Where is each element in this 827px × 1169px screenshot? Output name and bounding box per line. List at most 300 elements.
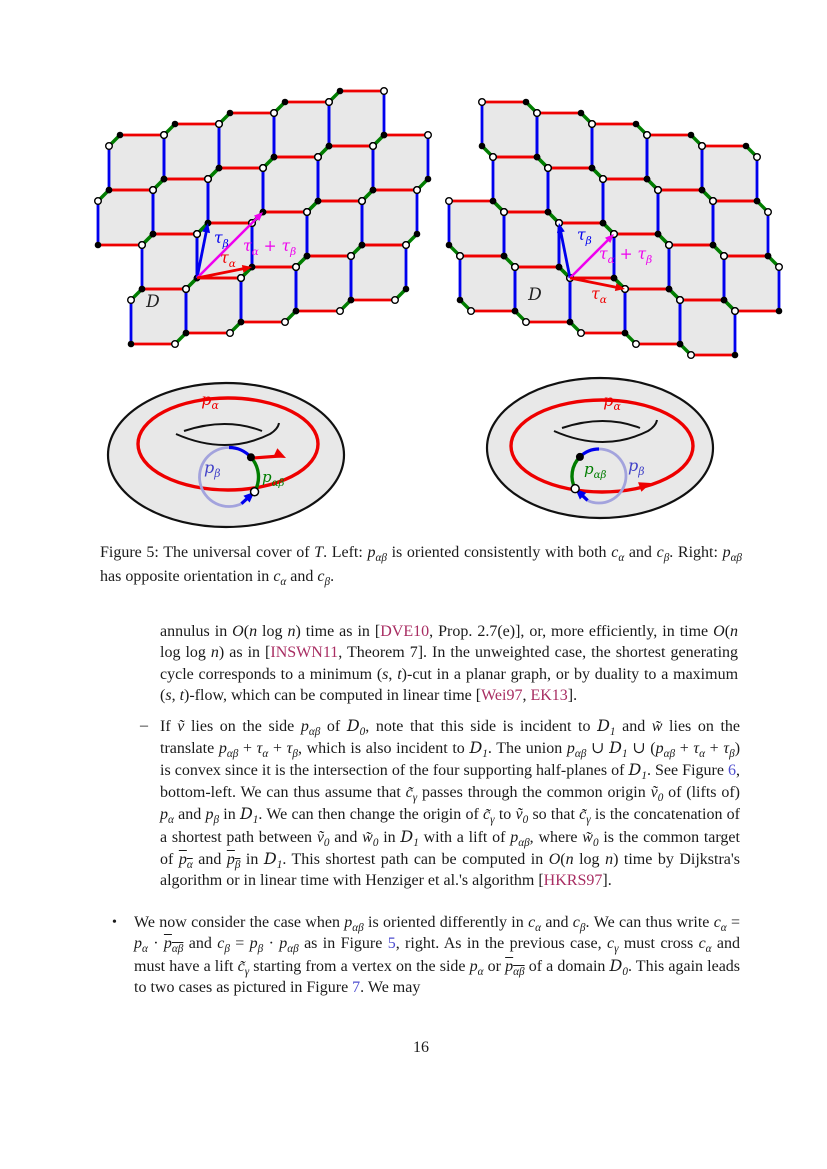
math-var: p	[510, 828, 519, 846]
list-item-bullet	[112, 912, 740, 999]
citation-link[interactable]: INSWN11	[270, 644, 339, 662]
white-vertex-dot	[479, 99, 486, 106]
white-vertex-dot	[468, 308, 475, 315]
math-var: c	[611, 544, 619, 561]
math-subscript: γ	[586, 814, 591, 827]
math-var: ṽ	[515, 806, 523, 824]
math-subscript: αβ	[226, 748, 239, 761]
math-var: c	[713, 913, 721, 931]
overline-math	[226, 851, 241, 872]
math-var: O	[548, 851, 561, 869]
lattice-cell	[98, 190, 153, 245]
black-vertex-dot	[293, 308, 300, 315]
black-vertex-dot	[776, 308, 783, 315]
black-vertex-dot	[106, 187, 113, 194]
math-var: n	[730, 623, 739, 640]
math-var: p	[226, 851, 235, 869]
black-vertex-dot	[370, 187, 377, 194]
white-vertex-dot	[666, 242, 673, 249]
black-vertex-dot	[150, 231, 157, 238]
white-vertex-dot	[589, 121, 596, 128]
math-subscript: 1	[641, 770, 647, 783]
math-var: ṽ	[650, 783, 658, 801]
p-alpha-label: $p_\alpha$	[201, 390, 219, 412]
math-var: n	[565, 851, 574, 869]
black-vertex-dot	[765, 253, 772, 260]
white-vertex-dot	[721, 253, 728, 260]
black-vertex-dot	[172, 121, 179, 128]
figure-ref-link[interactable]: 5	[387, 935, 396, 953]
white-vertex-dot	[106, 143, 113, 150]
black-vertex-dot	[699, 187, 706, 194]
math-var: n	[605, 851, 614, 869]
p-alpha-label: $p_\alpha$	[603, 391, 621, 413]
domain-label: D	[146, 292, 160, 312]
black-vertex-dot	[457, 297, 464, 304]
dash-marker: –	[140, 716, 148, 734]
math-subscript: γ	[490, 814, 495, 827]
math-var: c	[698, 935, 706, 953]
math-subscript: β	[324, 575, 331, 588]
math-var: c	[528, 913, 536, 931]
math-subscript: αβ	[513, 965, 525, 978]
white-vertex-dot	[545, 165, 552, 172]
basepoint-white-dot	[571, 485, 579, 493]
math-var: n	[249, 623, 258, 640]
white-vertex-dot	[95, 198, 102, 205]
white-vertex-dot	[282, 319, 289, 326]
white-vertex-dot	[381, 88, 388, 95]
black-vertex-dot	[501, 253, 508, 260]
math-var: w̃	[582, 828, 593, 846]
black-vertex-dot	[600, 220, 607, 227]
black-vertex-dot	[666, 286, 673, 293]
lattice-cell	[373, 135, 428, 190]
math-subscript: αβ	[574, 748, 587, 761]
lattice-cell	[625, 289, 680, 344]
math-cal-var: D	[597, 715, 610, 735]
white-vertex-dot	[403, 242, 410, 249]
math-var: τ	[723, 740, 730, 758]
lattice-cell	[208, 168, 263, 223]
tau-sum-label: $\tau_\alpha + \tau_\beta$	[599, 245, 653, 266]
math-var: p	[178, 851, 187, 869]
math-cal-var: D	[469, 738, 483, 758]
lattice-cell	[219, 113, 274, 168]
math-subscript: αβ	[287, 943, 299, 956]
math-var: s	[382, 665, 389, 683]
white-vertex-dot	[205, 176, 212, 183]
white-vertex-dot	[578, 330, 585, 337]
math-var: p	[205, 806, 214, 824]
math-subscript: β	[663, 552, 670, 565]
math-var: s	[165, 687, 172, 705]
math-var: p	[469, 957, 478, 975]
math-var: w̃	[651, 717, 663, 735]
figure-ref-link[interactable]: 6	[728, 762, 736, 780]
white-vertex-dot	[446, 198, 453, 205]
white-vertex-dot	[600, 176, 607, 183]
math-var: n	[210, 644, 219, 662]
black-vertex-dot	[633, 121, 640, 128]
math-var: O	[232, 623, 244, 640]
black-vertex-dot	[655, 231, 662, 238]
math-subscript: γ	[412, 792, 418, 805]
math-subscript: β	[234, 859, 241, 872]
math-subscript: 0	[592, 836, 599, 849]
black-vertex-dot	[425, 176, 432, 183]
lattice-cell	[647, 135, 702, 190]
black-vertex-dot	[589, 165, 596, 172]
overline-math	[178, 851, 193, 872]
black-vertex-dot	[337, 88, 344, 95]
black-vertex-dot	[446, 242, 453, 249]
black-vertex-dot	[282, 99, 289, 106]
white-vertex-dot	[216, 121, 223, 128]
math-var: p	[134, 935, 142, 953]
citation-link[interactable]: EK13	[530, 687, 568, 705]
math-subscript: αβ	[308, 725, 321, 738]
math-var: p	[655, 740, 664, 758]
math-subscript: 0	[372, 836, 379, 849]
math-var: w̃	[362, 828, 373, 846]
white-vertex-dot	[633, 341, 640, 348]
overline-math	[163, 935, 184, 956]
paragraph-continuation: annulus in O(n log n) time as in [DVE10, Prop. 2.7(e)], or, more efficiently, in time O(n log log n) as in [INSWN11, Theorem 7]. In the unweighted case, the shortest generating cycle corresponds to a minimum (s, t)-cut in a planar graph, or by duality to a maximum (s, t)-flow, which can be computed in linear time [Wei97, EK13].	[160, 623, 739, 705]
math-subscript: α	[186, 859, 193, 872]
math-subscript: 1	[609, 725, 616, 738]
white-vertex-dot	[765, 209, 772, 216]
math-subscript: β	[257, 943, 264, 956]
white-vertex-dot	[754, 154, 761, 161]
white-vertex-dot	[128, 297, 135, 304]
lattice-cell	[164, 124, 219, 179]
black-vertex-dot	[359, 242, 366, 249]
black-vertex-dot	[117, 132, 124, 139]
math-subscript: 0	[622, 965, 628, 978]
lattice-cell	[153, 179, 208, 234]
math-var: c	[317, 567, 325, 585]
math-subscript: α	[477, 965, 484, 978]
lattice-cell	[460, 256, 515, 311]
math-var: c	[606, 935, 615, 953]
black-vertex-dot	[732, 352, 739, 359]
black-vertex-dot	[534, 154, 541, 161]
black-vertex-dot	[523, 99, 530, 106]
lattice-cell	[603, 179, 658, 234]
white-vertex-dot	[457, 253, 464, 260]
math-var: t	[179, 687, 185, 705]
math-subscript: β	[579, 922, 586, 935]
white-vertex-dot	[370, 143, 377, 150]
black-vertex-dot	[128, 341, 135, 348]
math-subscript: 1	[276, 859, 283, 872]
math-subscript: α	[720, 922, 727, 935]
math-cal-var: D	[263, 849, 277, 869]
lattice-cell	[537, 113, 592, 168]
tau-alpha-label: $\tau_\alpha$	[220, 249, 236, 270]
white-vertex-dot	[644, 132, 651, 139]
white-vertex-dot	[699, 143, 706, 150]
white-vertex-dot	[534, 110, 541, 117]
tau-alpha-label: $\tau_\alpha$	[591, 285, 607, 306]
math-subscript: 1	[413, 836, 419, 849]
math-var: p	[566, 740, 575, 758]
black-vertex-dot	[567, 319, 574, 326]
lattice-cell	[702, 146, 757, 201]
lattice-cell	[713, 201, 768, 256]
white-vertex-dot	[326, 99, 333, 106]
black-vertex-dot	[227, 110, 234, 117]
white-vertex-dot	[271, 110, 278, 117]
white-vertex-dot	[337, 308, 344, 315]
lattice-cell	[296, 256, 351, 311]
white-vertex-dot	[425, 132, 432, 139]
black-vertex-dot	[688, 132, 695, 139]
math-subscript: β	[213, 814, 220, 827]
black-vertex-dot	[743, 143, 750, 150]
math-cal-var: D	[609, 955, 623, 975]
tau-beta-label: $\tau_\beta$	[214, 229, 229, 250]
math-subscript: α	[280, 575, 287, 588]
math-var: p	[279, 935, 288, 953]
math-subscript: β	[224, 943, 230, 956]
math-var: p	[505, 957, 514, 975]
black-vertex-dot	[348, 297, 355, 304]
math-subscript: α	[262, 748, 269, 761]
math-subscript: α	[699, 748, 706, 761]
white-vertex-dot	[348, 253, 355, 260]
white-vertex-dot	[776, 264, 783, 271]
body-text	[100, 621, 742, 999]
white-vertex-dot	[392, 297, 399, 304]
lattice-cell	[592, 124, 647, 179]
white-vertex-dot	[293, 264, 300, 271]
math-subscript: 0	[323, 836, 330, 849]
white-vertex-dot	[359, 198, 366, 205]
lattice-cell	[658, 190, 713, 245]
math-var: p	[218, 740, 227, 758]
lattice-cell	[449, 201, 504, 256]
math-cal-var: D	[346, 715, 360, 735]
black-vertex-dot	[556, 264, 563, 271]
math-subscript: 1	[252, 814, 259, 827]
black-vertex-dot	[315, 198, 322, 205]
bullet-item-text: We now consider the case when $p_{\alpha\beta}$ is oriented differently in $c_\alpha$ and $c_\beta$. We can thus write $c_\alpha = p_\alpha \cdot p_{\alpha\beta}$ and $c_\beta = p_\beta \cdot p_{\alpha\beta}$ as in Figure 5, right. As in the previous case, $c_\gamma$ must cross $c_\alpha$ and must have a lift $c̃_\gamma$ starting from a vertex on the side $p_\alpha$ or $p_{\alpha\beta}$ of a domain $D_0$. This again leads to two cases as pictured in Figure 7. We may	[134, 913, 741, 997]
math-var: c̃	[405, 783, 413, 801]
white-vertex-dot	[523, 319, 530, 326]
white-vertex-dot	[161, 132, 168, 139]
lattice-cell	[669, 245, 724, 300]
white-vertex-dot	[139, 242, 146, 249]
basepoint-white-dot	[251, 488, 259, 496]
white-vertex-dot	[655, 187, 662, 194]
white-vertex-dot	[414, 187, 421, 194]
white-vertex-dot	[150, 187, 157, 194]
math-var: t	[397, 665, 402, 683]
p-beta-label: $p_\beta$	[628, 456, 645, 478]
p-alphabeta-label: $p_{\alpha\beta}$	[262, 468, 285, 489]
bullet-marker: •	[112, 914, 117, 930]
math-cal-var: D	[400, 826, 414, 846]
math-var: p	[300, 717, 309, 735]
lattice-cell	[263, 157, 318, 212]
lattice-cell	[241, 267, 296, 322]
lattice-cell	[482, 102, 537, 157]
citation-link[interactable]: Wei97	[481, 687, 523, 705]
black-vertex-dot	[304, 253, 311, 260]
black-vertex-dot	[326, 143, 333, 150]
lattice-cell	[186, 278, 241, 333]
black-vertex-dot	[622, 330, 629, 337]
white-vertex-dot	[183, 286, 190, 293]
math-var: p	[249, 935, 258, 953]
math-subscript: γ	[614, 943, 619, 956]
math-subscript: 0	[657, 792, 664, 805]
white-vertex-dot	[304, 209, 311, 216]
black-vertex-dot	[238, 319, 245, 326]
page-number: 16	[413, 1039, 429, 1056]
lattice-cell	[329, 91, 384, 146]
lattice-cell	[318, 146, 373, 201]
math-subscript: 1	[621, 748, 628, 761]
lattice-cell	[493, 157, 548, 212]
black-vertex-dot	[512, 308, 519, 315]
math-subscript: 0	[522, 814, 529, 827]
math-var: p	[163, 935, 172, 953]
black-vertex-dot	[545, 209, 552, 216]
basepoint-black-dot	[247, 453, 255, 461]
white-vertex-dot	[172, 341, 179, 348]
math-cal-var: D	[239, 804, 253, 824]
math-var: τ	[286, 740, 293, 758]
lattice-cell	[680, 300, 735, 355]
math-var: τ	[256, 740, 263, 758]
white-vertex-dot	[677, 297, 684, 304]
tau-beta-label: $\tau_\beta$	[577, 226, 592, 247]
black-vertex-dot	[216, 165, 223, 172]
white-vertex-dot	[710, 198, 717, 205]
white-vertex-dot	[732, 308, 739, 315]
math-subscript: γ	[244, 965, 250, 978]
math-subscript: α	[168, 814, 174, 827]
math-var: p	[722, 544, 731, 561]
list-item-dash	[140, 715, 740, 892]
math-var: O	[713, 623, 725, 640]
overline-math	[505, 957, 525, 978]
dash-item-text: If ṽ lies on the side $p_{\alpha\beta}$ of $D_0$, note that this side is incident to $D_1$ and w̃ lies on the translate $p_{\alpha\beta} + \tau_\alpha + \tau_\beta$, which is also incident to $D_1$. The union $p_{\alpha\beta}$ ∪ $D_1$ ∪ $(p_{\alpha\beta} + \tau_\alpha + \tau_\beta)$ is convex since it is the intersection of the four supporting half-planes of $D_1$. See Figure 6, bottom-left. We can thus assume that $c̃_\gamma$ passes through the common origin ṽ$_0$ of (lifts of) $p_\alpha$ and $p_\beta$ in $D_1$. We can then change the origin of $c̃_\gamma$ to ṽ$_0$ so that $c̃_\gamma$ is the concatenation of a shortest path between ṽ$_0$ and $w̃_0$ in $D_1$ with a lift of $p_{\alpha\beta}$, where $w̃_0$ is the common target of $p_\alpha$ and $p_\beta$ in $D_1$. This shortest path can be computed in O(n log n) time by Dijkstra's algorithm or in linear time with Henziger et al.'s algorithm [HKRS97].	[160, 715, 741, 890]
black-vertex-dot	[644, 176, 651, 183]
math-var: τ	[693, 740, 700, 758]
math-subscript: αβ	[663, 748, 676, 761]
white-vertex-dot	[688, 352, 695, 359]
white-vertex-dot	[315, 154, 322, 161]
math-subscript: α	[142, 943, 148, 956]
p-beta-label: $p_\beta$	[204, 458, 221, 480]
citation-link[interactable]: HKRS97	[543, 872, 603, 890]
lattice-cell	[504, 212, 559, 267]
white-vertex-dot	[490, 154, 497, 161]
black-vertex-dot	[578, 110, 585, 117]
black-vertex-dot	[183, 330, 190, 337]
math-var: c	[656, 544, 664, 561]
black-vertex-dot	[677, 341, 684, 348]
math-subscript: 0	[359, 725, 366, 738]
black-vertex-dot	[611, 275, 618, 282]
lattice-cell	[515, 267, 570, 322]
white-vertex-dot	[238, 275, 245, 282]
black-vertex-dot	[490, 198, 497, 205]
white-vertex-dot	[194, 231, 201, 238]
lattice-cell	[274, 102, 329, 157]
lattice-cell	[362, 190, 417, 245]
white-vertex-dot	[501, 209, 508, 216]
figure-ref-link[interactable]: 7	[352, 979, 361, 997]
math-var: p	[367, 544, 376, 561]
p-alphabeta-label: $p_{\alpha\beta}$	[584, 460, 607, 481]
lattice-cell	[548, 168, 603, 223]
math-subscript: αβ	[375, 552, 387, 565]
math-var: p	[160, 806, 168, 824]
universal-cover-right	[446, 99, 783, 359]
black-vertex-dot	[271, 154, 278, 161]
math-subscript: αβ	[730, 552, 743, 565]
black-vertex-dot	[403, 286, 410, 293]
figure5-caption: Figure 5: The universal cover of T. Left: $p_{\alpha\beta}$ is oriented consistently with both $c_\alpha$ and $c_\beta$. Right: $p_{\alpha\beta}$ has opposite orientation in $c_\alpha$ and $c_\beta$.	[100, 544, 743, 588]
math-var: c	[217, 935, 225, 953]
black-vertex-dot	[381, 132, 388, 139]
black-vertex-dot	[161, 176, 168, 183]
math-var: c̃	[237, 957, 245, 975]
lattice-cell	[351, 245, 406, 300]
white-vertex-dot	[260, 165, 267, 172]
universal-cover-left	[95, 88, 432, 348]
black-vertex-dot	[710, 242, 717, 249]
black-vertex-dot	[754, 198, 761, 205]
black-vertex-dot	[721, 297, 728, 304]
black-vertex-dot	[139, 286, 146, 293]
math-subscript: β	[729, 748, 735, 761]
math-var: c̃	[483, 806, 491, 824]
math-var: c̃	[579, 806, 587, 824]
math-var: n	[287, 623, 296, 640]
torus-left	[108, 383, 344, 527]
math-var: c	[572, 913, 580, 931]
math-subscript: α	[618, 552, 625, 565]
domain-label: D	[528, 285, 542, 305]
tau-sum-label: $\tau_\alpha + \tau_\beta$	[243, 237, 297, 258]
math-subscript: β	[292, 748, 298, 761]
lattice-cell	[307, 201, 362, 256]
lattice-cell	[109, 135, 164, 190]
black-vertex-dot	[95, 242, 102, 249]
lattice-cell	[724, 256, 779, 311]
math-subscript: αβ	[352, 922, 364, 935]
math-subscript: α	[705, 943, 712, 956]
lattice-cell	[142, 234, 197, 289]
math-subscript: α	[535, 922, 542, 935]
math-var: T	[314, 544, 324, 561]
white-vertex-dot	[512, 264, 519, 271]
math-subscript: 1	[482, 748, 488, 761]
white-vertex-dot	[227, 330, 234, 337]
citation-link[interactable]: DVE10	[380, 623, 430, 640]
black-vertex-dot	[414, 231, 421, 238]
basepoint-black-dot	[576, 453, 584, 461]
math-var: c	[273, 567, 281, 585]
math-cal-var: D	[628, 760, 642, 780]
math-subscript: αβ	[518, 836, 530, 849]
